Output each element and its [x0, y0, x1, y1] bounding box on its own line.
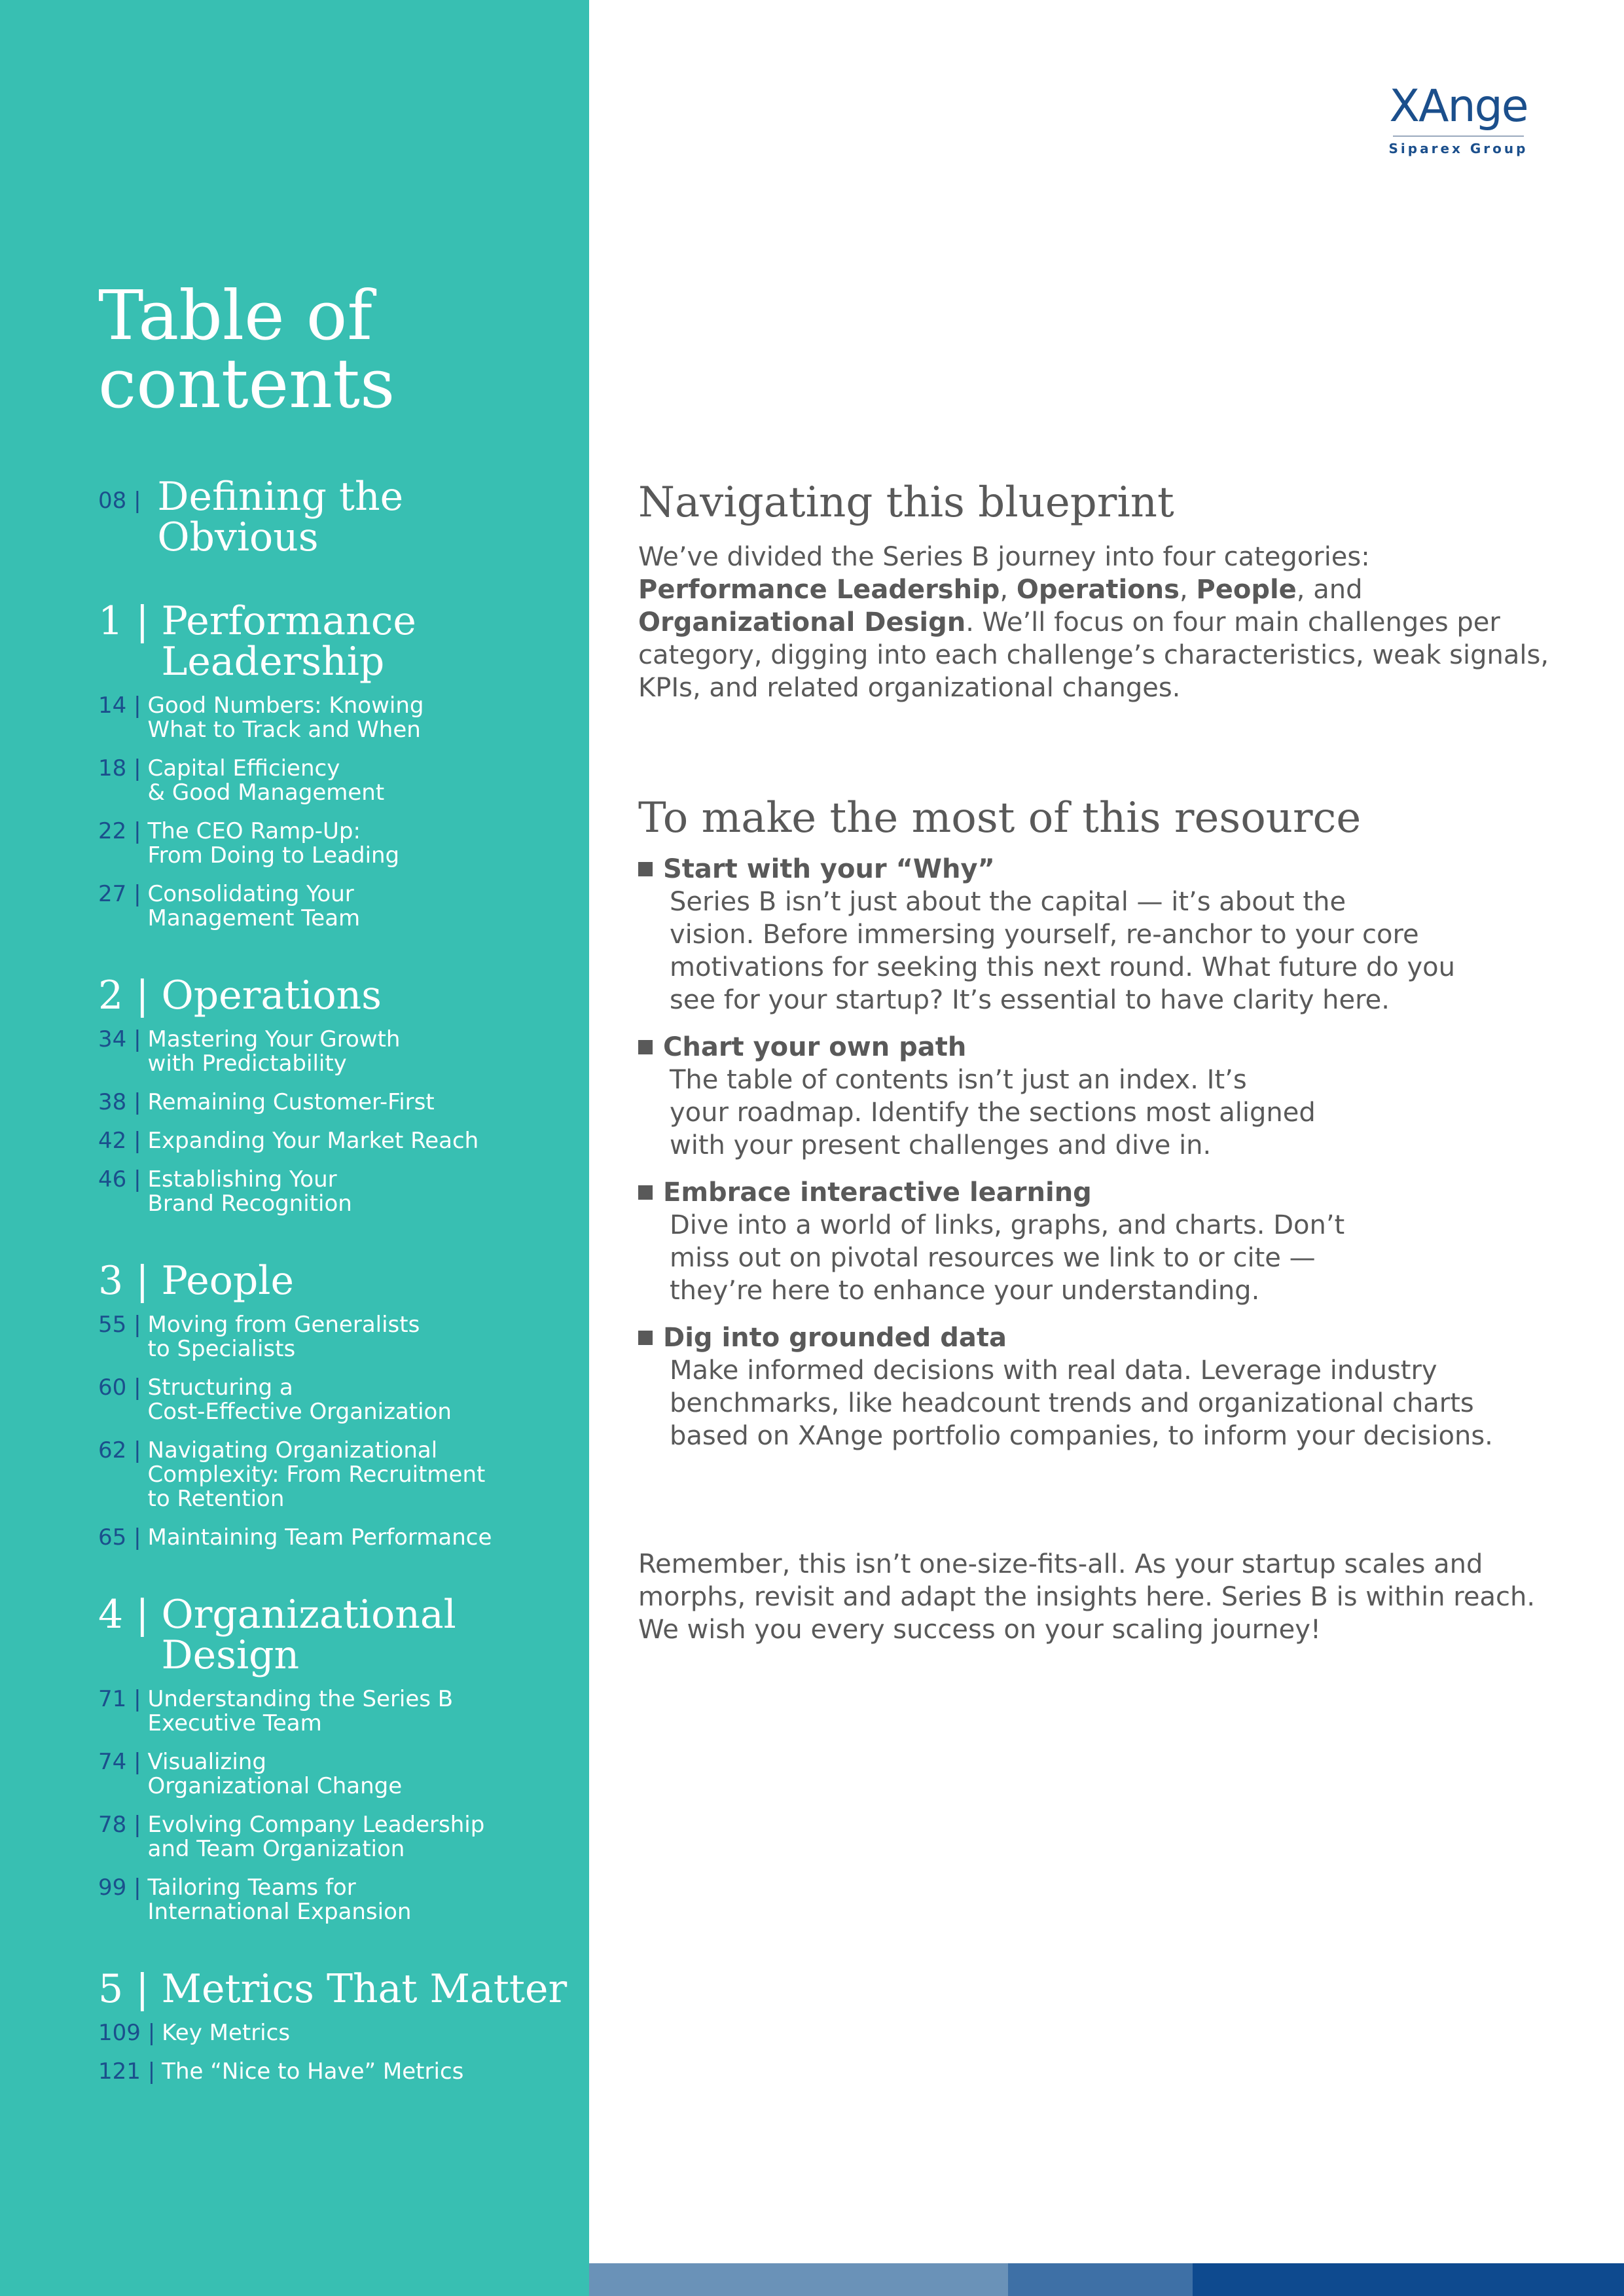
tip-title: Chart your own path: [663, 1032, 967, 1062]
toc-section-performance-leadership[interactable]: [98, 598, 569, 685]
toc-item-page: 78 |: [98, 1812, 141, 1838]
toc-item[interactable]: [98, 2060, 569, 2084]
toc-list: [98, 476, 569, 2084]
logo-tagline: Siparex Group: [1388, 141, 1528, 156]
toc-item-page: 22 |: [98, 818, 141, 844]
toc-item[interactable]: [98, 1376, 569, 1424]
tip-item: [638, 1321, 1568, 1452]
separator: ,: [1179, 575, 1197, 605]
toc-section-organizational-design[interactable]: [98, 1594, 569, 1676]
toc-item-page: 14 |: [98, 692, 141, 719]
toc-item-title: The “Nice to Have” Metrics: [162, 2058, 464, 2085]
toc-item-title: Key Metrics: [162, 2020, 291, 2046]
toc-item-page: 74 |: [98, 1749, 141, 1775]
toc-item-page: 42 |: [98, 1128, 141, 1154]
toc-item-title: Tailoring Teams for International Expansion: [147, 1874, 412, 1925]
toc-section-title: Organizational Design: [161, 1592, 456, 1678]
separator: , and: [1296, 575, 1363, 605]
square-bullet-icon: [638, 1040, 653, 1054]
toc-section-number: 3 |: [98, 1258, 162, 1304]
tip-body: Make informed decisions with real data. Leverage industry benchmarks, like headcount trends and organizational charts based on XAnge portfolio companies, to inform your decisions.: [670, 1355, 1493, 1451]
toc-item-title: Capital Efficiency & Good Management: [147, 755, 385, 806]
footer-bar-medium: [1008, 2263, 1193, 2296]
toc-item-page: 65 |: [98, 1524, 141, 1551]
tip-item: [638, 1031, 1568, 1162]
tip-heading: [638, 853, 1568, 886]
toc-item[interactable]: [98, 882, 569, 931]
toc-section-defining-the-obvious[interactable]: [98, 476, 569, 558]
tip-title: Embrace interactive learning: [663, 1177, 1092, 1208]
tip-body: Dive into a world of links, graphs, and charts. Don’t miss out on pivotal resources we link to or cite — they’re here to enhance your understanding.: [670, 1210, 1345, 1306]
toc-item-title: Navigating Organizational Complexity: From Recruitment to Retention: [147, 1437, 486, 1512]
toc-section-operations[interactable]: [98, 975, 569, 1016]
toc-item[interactable]: [98, 819, 569, 868]
toc-item-title: Remaining Customer-First: [147, 1089, 435, 1115]
xange-logo: [1386, 82, 1530, 156]
toc-section-title: Defining the Obvious: [157, 474, 404, 560]
toc-item[interactable]: [98, 1439, 569, 1511]
category-operations: Operations: [1016, 575, 1180, 605]
toc-item-title: Structuring a Cost-Effective Organization: [147, 1374, 452, 1425]
resource-tips-list: [638, 853, 1568, 1467]
toc-item-page: 121 |: [98, 2058, 156, 2085]
toc-item-title: Mastering Your Growth with Predictability: [147, 1026, 401, 1077]
toc-item[interactable]: [98, 694, 569, 742]
logo-wordmark: XAnge: [1389, 81, 1528, 132]
toc-item-page: 71 |: [98, 1686, 141, 1712]
toc-item-title: Understanding the Series B Executive Team: [147, 1686, 454, 1736]
toc-item-title: Visualizing Organizational Change: [147, 1749, 403, 1799]
toc-section-title: Performance Leadership: [161, 598, 416, 685]
tip-body: Series B isn’t just about the capital — it’s about the vision. Before immersing yourself, re-anchor to your core motivations for seeking this next round. What future do you see for your startup? It’s essential to have clarity here.: [670, 887, 1455, 1015]
closing-paragraph: Remember, this isn’t one-size-fits-all. As your startup scales and morphs, revisit and adapt the insights here. Series B is within reach. We wish you every success on your scaling journey!: [638, 1549, 1536, 1645]
tip-title: Start with your “Why”: [663, 854, 995, 884]
navigating-intro: We’ve divided the Series B journey into four categories:: [638, 542, 1370, 572]
toc-title: Table of contents: [98, 276, 395, 423]
toc-item-title: Good Numbers: Knowing What to Track and When: [147, 692, 424, 743]
category-performance-leadership: Performance Leadership: [638, 575, 1000, 605]
toc-section-number: 1 |: [98, 598, 162, 644]
logo-divider: [1393, 135, 1524, 137]
toc-section-people[interactable]: [98, 1258, 569, 1304]
tip-heading: [638, 1321, 1568, 1354]
toc-item-page: 109 |: [98, 2020, 156, 2046]
toc-item-page: 46 |: [98, 1166, 141, 1193]
toc-item-page: 27 |: [98, 881, 141, 907]
toc-item-page: 60 |: [98, 1374, 141, 1401]
toc-item-title: Consolidating Your Management Team: [147, 881, 361, 931]
toc-item[interactable]: [98, 1876, 569, 1924]
tip-body: The table of contents isn’t just an index. It’s your roadmap. Identify the sections most aligned with your present challenges and dive in.: [670, 1065, 1316, 1160]
toc-item[interactable]: [98, 1168, 569, 1216]
square-bullet-icon: [638, 1331, 653, 1345]
toc-item[interactable]: [98, 1090, 569, 1115]
toc-item-title: Establishing Your Brand Recognition: [147, 1166, 352, 1217]
separator: ,: [1000, 575, 1017, 605]
toc-item[interactable]: [98, 1526, 569, 1550]
navigating-outro: . We’ll focus on four main challenges per category, digging into each challenge’s characteristics, weak signals, KPIs, and related organizational changes.: [638, 607, 1549, 703]
toc-item[interactable]: [98, 1028, 569, 1076]
toc-item-page: 34 |: [98, 1026, 141, 1052]
resource-heading: To make the most of this resource: [638, 794, 1362, 842]
toc-sidebar: [0, 0, 589, 2296]
toc-item[interactable]: [98, 1129, 569, 1153]
navigating-paragraph: [638, 541, 1568, 704]
toc-item[interactable]: [98, 1313, 569, 1361]
toc-section-title: People: [161, 1258, 294, 1304]
toc-item[interactable]: [98, 757, 569, 805]
toc-item-page: 99 |: [98, 1874, 141, 1901]
toc-item[interactable]: [98, 1750, 569, 1799]
category-people: People: [1196, 575, 1297, 605]
toc-item[interactable]: [98, 2021, 569, 2045]
tip-item: [638, 1176, 1568, 1307]
footer-bar-light: [589, 2263, 1008, 2296]
square-bullet-icon: [638, 1185, 653, 1200]
toc-section-number: 5 |: [98, 1966, 162, 2012]
toc-section-metrics-that-matter[interactable]: [98, 1966, 569, 2012]
tip-heading: [638, 1176, 1568, 1209]
toc-item-title: Evolving Company Leadership and Team Organization: [147, 1812, 485, 1862]
square-bullet-icon: [638, 862, 653, 876]
toc-item-page: 55 |: [98, 1312, 141, 1338]
toc-section-number: 08 |: [98, 488, 149, 514]
toc-section-number: 2 |: [98, 973, 162, 1018]
category-organizational-design: Organizational Design: [638, 607, 966, 637]
tip-item: [638, 853, 1568, 1016]
tip-heading: [638, 1031, 1568, 1064]
toc-item-page: 18 |: [98, 755, 141, 781]
toc-section-title: Metrics That Matter: [161, 1966, 568, 2012]
tip-title: Dig into grounded data: [663, 1323, 1007, 1353]
toc-item[interactable]: [98, 1687, 569, 1736]
toc-item-title: Maintaining Team Performance: [147, 1524, 492, 1551]
toc-item-title: The CEO Ramp-Up: From Doing to Leading: [147, 818, 400, 869]
toc-item-title: Moving from Generalists to Specialists: [147, 1312, 420, 1362]
toc-item[interactable]: [98, 1813, 569, 1861]
toc-section-number: 4 |: [98, 1592, 162, 1638]
toc-item-page: 38 |: [98, 1089, 141, 1115]
toc-item-title: Expanding Your Market Reach: [147, 1128, 479, 1154]
toc-section-title: Operations: [161, 973, 382, 1018]
navigating-heading: Navigating this blueprint: [638, 478, 1174, 527]
toc-item-page: 62 |: [98, 1437, 141, 1463]
footer-bar-dark: [1193, 2263, 1624, 2296]
